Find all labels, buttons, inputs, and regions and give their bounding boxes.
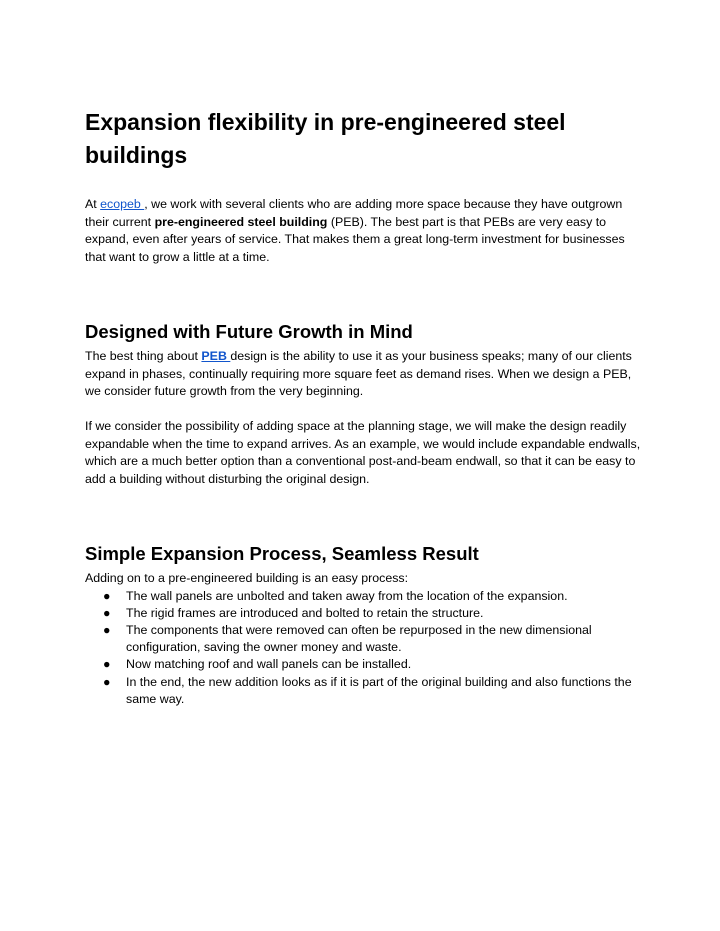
list-item xyxy=(85,622,645,656)
document-page xyxy=(85,106,645,708)
bullet-icon: ● xyxy=(103,657,111,672)
intro-bold-term: pre-engineered steel building xyxy=(154,214,328,229)
ecopeb-link[interactable]: ecopeb xyxy=(100,197,145,211)
bullet-icon: ● xyxy=(103,605,111,620)
future-growth-paragraph-2: If we consider the possibility of adding space at the planning stage, we will make the design readily expandable when the time to expand arrives. As an example, we would include expandable endwalls, which are a much better option than a conventional post-and-beam endwall, so that it can be easy to add a building without disturbing the original design. xyxy=(85,419,641,486)
list-item xyxy=(85,588,645,605)
intro-text-3: (PEB). The best part is that PEBs are very easy to expand, even after years of service. That makes them a great long-term investment for businesses that want to grow a little at a time. xyxy=(85,214,625,264)
list-item-text: The rigid frames are introduced and bolted to retain the structure. xyxy=(126,605,484,620)
list-item-text: The components that were removed can often be repurposed in the new dimensional configuration, saving the owner money and waste. xyxy=(126,622,592,655)
intro-text-1: At xyxy=(85,197,101,211)
list-item xyxy=(85,656,645,673)
peb-link[interactable]: PEB xyxy=(201,349,231,363)
list-item-text: The wall panels are unbolted and taken away from the location of the expansion. xyxy=(126,588,568,603)
list-item-text: In the end, the new addition looks as if it is part of the original building and also functions the same way. xyxy=(126,674,632,706)
expansion-steps-list xyxy=(85,588,645,708)
page-title: Expansion flexibility in pre-engineered steel buildings xyxy=(85,109,566,168)
intro-paragraph xyxy=(85,196,645,266)
list-item xyxy=(85,605,645,622)
future-growth-text-1: The best thing about xyxy=(85,349,202,363)
expansion-process-intro: Adding on to a pre-engineered building is an easy process: xyxy=(85,571,409,585)
section-heading-expansion-process: Simple Expansion Process, Seamless Result xyxy=(85,543,479,564)
list-item xyxy=(85,674,645,708)
bullet-icon: ● xyxy=(103,588,111,603)
bullet-icon: ● xyxy=(103,674,111,689)
list-item-text: Now matching roof and wall panels can be installed. xyxy=(126,657,412,672)
intro-text-2: , we work with several clients who are adding more space because they have outgrown their current xyxy=(85,197,623,229)
future-growth-text-2: design is the ability to use it as your business speaks; many of our clients expand in phases, continually requiring more square feet as demand rises. When we design a PEB, we consider future growth from the very beginning. xyxy=(85,349,632,398)
bullet-icon: ● xyxy=(103,622,111,637)
future-growth-paragraph-1 xyxy=(85,348,645,401)
section-heading-future-growth: Designed with Future Growth in Mind xyxy=(85,321,413,342)
